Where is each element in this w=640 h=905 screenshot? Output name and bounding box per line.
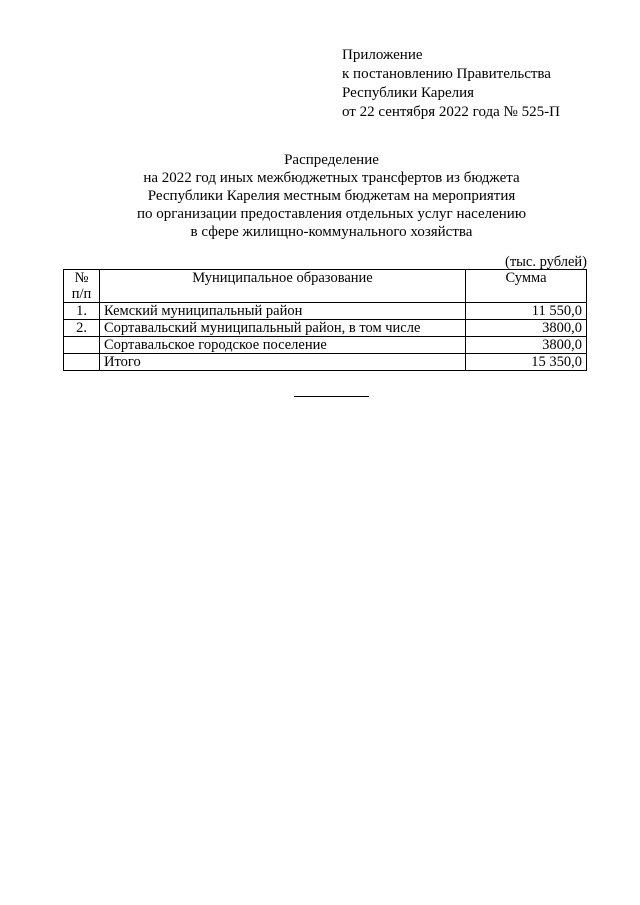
- header-sum: Сумма: [466, 270, 587, 303]
- appendix-header: [342, 46, 560, 122]
- title-line-3: Республики Карелия местным бюджетам на мероприятия: [147, 188, 516, 204]
- header-num: [64, 270, 100, 303]
- row-sum: 11 550,0: [466, 303, 587, 320]
- row-name: Итого: [100, 354, 466, 371]
- row-name: Кемский муниципальный район: [100, 303, 466, 320]
- row-sum: 3800,0: [466, 320, 587, 337]
- row-num: [64, 337, 100, 354]
- row-name: Сортавальский муниципальный район, в том числе: [100, 320, 466, 337]
- appendix-line-2: к постановлению Правительства: [342, 66, 551, 82]
- table-row: [64, 303, 587, 320]
- table-row-total: [64, 354, 587, 371]
- appendix-line-3: Республики Карелия: [342, 85, 475, 101]
- title-line-1: Распределение: [284, 152, 379, 168]
- table-row: [64, 337, 587, 354]
- title-line-5: в сфере жилищно-коммунального хозяйства: [190, 224, 473, 240]
- row-num: 2.: [64, 320, 100, 337]
- table-row: [64, 320, 587, 337]
- row-num: [64, 354, 100, 371]
- row-num: 1.: [64, 303, 100, 320]
- header-num-line2: п/п: [71, 286, 92, 302]
- document-title: [64, 151, 599, 241]
- row-sum: 15 350,0: [466, 354, 587, 371]
- header-num-line1: №: [74, 270, 89, 286]
- row-sum: 3800,0: [466, 337, 587, 354]
- header-name: Муниципальное образование: [100, 270, 466, 303]
- title-line-4: по организации предоставления отдельных услуг населению: [136, 206, 527, 222]
- distribution-table: [63, 269, 587, 371]
- title-line-2: на 2022 год иных межбюджетных трансфертов из бюджета: [143, 170, 520, 186]
- appendix-line-1: Приложение: [342, 47, 423, 63]
- appendix-line-4: от 22 сентября 2022 года № 525-П: [342, 104, 560, 120]
- table-header-row: [64, 270, 587, 303]
- row-name: Сортавальское городское поселение: [100, 337, 466, 354]
- units-label: (тыс. рублей): [505, 254, 587, 270]
- closing-rule: [294, 396, 369, 397]
